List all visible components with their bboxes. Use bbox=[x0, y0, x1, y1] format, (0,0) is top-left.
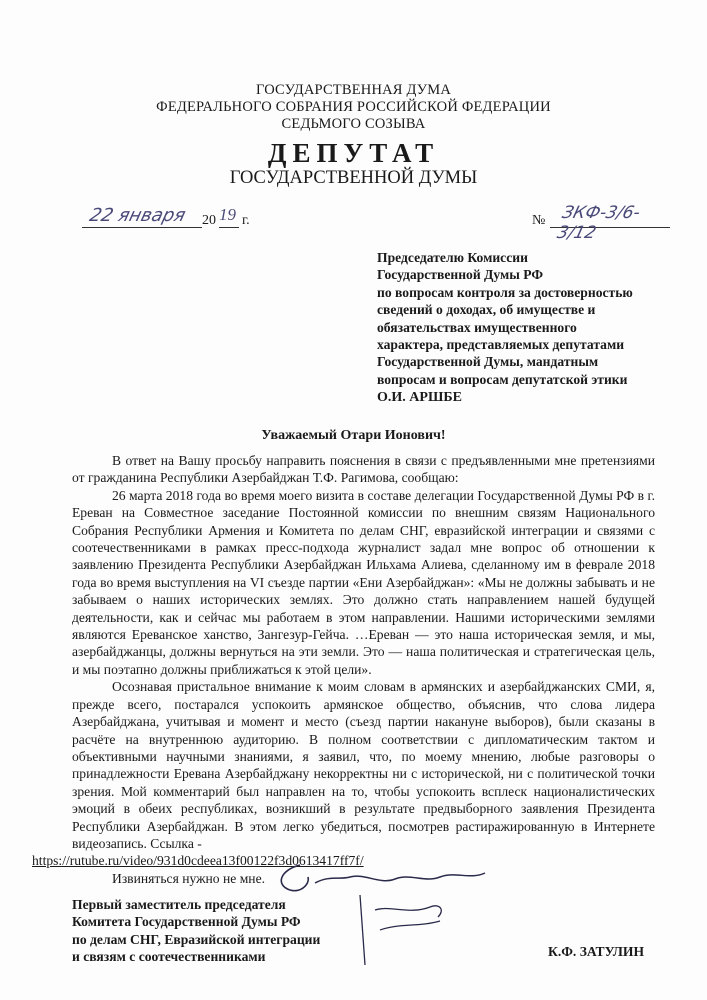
number-label: № bbox=[532, 213, 546, 228]
letter-body bbox=[32, 452, 655, 887]
date-underline bbox=[82, 227, 202, 228]
salutation: Уважаемый Отари Ионович! bbox=[261, 428, 446, 443]
addressee-name: О.И. АРШБЕ bbox=[377, 390, 462, 405]
handwritten-year: 19 bbox=[219, 205, 236, 224]
video-link[interactable]: https://rutube.ru/video/931d0cdeea13f00122f3d0613417ff7f/ bbox=[32, 853, 364, 869]
signature-title-line: Комитета Государственной Думы РФ bbox=[72, 914, 301, 930]
addressee-line: Председателю Комиссии bbox=[377, 250, 528, 265]
addressee-line: характера, представляемых депутатами bbox=[377, 337, 625, 353]
letterhead bbox=[0, 82, 707, 188]
date-year-prefix: 20 bbox=[202, 213, 216, 228]
handwritten-date: 22 января bbox=[87, 205, 188, 226]
body-paragraph-1: В ответ на Вашу просьбу направить пояснения в связи с предъявленными мне претензиями от гражданина Республики Азербайджан Т.Ф. Рагимова, сообщаю: bbox=[72, 453, 655, 486]
handwritten-number: ЗКФ-3/6-3/12 bbox=[555, 203, 643, 243]
letterhead-title: ДЕПУТАТ bbox=[267, 138, 440, 168]
date-number-row bbox=[82, 203, 672, 243]
addressee-line: по вопросам контроля за достоверностью bbox=[377, 284, 633, 300]
body-paragraph-3 bbox=[32, 678, 655, 869]
addressee-line: Государственной Думы РФ bbox=[377, 267, 544, 283]
body-paragraph-2: 26 марта 2018 года во время моего визита в составе делегации Государственной Думы РФ в г. Ереван на Совместное заседание Постоянной комиссии по внешним связям Национального Собрания Республики Армения и Комитета по делам СНГ, евразийской интеграции и связями с соотечественниками в рамках пресс-подхода журналист задал мне вопрос об отношении к заявлению Президента Республики Азербайджан Ильхама Алиева, сделанному им в феврале 2018 года во время выступления на VI съезде партии «Ени Азербайджан»: «Мы не должны забывать и не забываем о наших исторических землях. Это должно стать направлением нашей будущей деятельности, как и сейчас мы работаем в этом направлении. Нашими историческими землями являются Ереванское ханство, Зангезур-Гейча. …Ереван — это наша историческая земля, и мы, азербайджанцы, должны вернуться на эти земли. Это — наша политическая и стратегическая цель, и мы поэтапно должны приближаться к этой цели». bbox=[72, 487, 655, 677]
addressee-line: вопросам и вопросам депутатской этики bbox=[377, 371, 628, 387]
signer-name: К.Ф. ЗАТУЛИН bbox=[548, 944, 645, 959]
addressee-line: сведений о доходах, об имуществе и bbox=[377, 302, 596, 318]
addressee-line: обязательствах имущественного bbox=[377, 319, 577, 335]
body-paragraph-4: Извиняться нужно не мне. bbox=[112, 870, 266, 886]
letterhead-line-3: СЕДЬМОГО СОЗЫВА bbox=[281, 116, 426, 132]
signature-title-line: Первый заместитель председателя bbox=[72, 897, 286, 912]
addressee-line: Государственной Думы, мандатным bbox=[377, 354, 599, 370]
letterhead-line-2: ФЕДЕРАЛЬНОГО СОБРАНИЯ РОССИЙСКОЙ ФЕДЕРАЦИИ bbox=[156, 99, 551, 115]
signature-block bbox=[72, 896, 372, 966]
signature-title-line: по делам СНГ, Евразийской интеграции bbox=[72, 931, 321, 947]
signature-title-line: и связям с соотечественниками bbox=[72, 949, 266, 965]
letterhead-line-1: ГОСУДАРСТВЕННАЯ ДУМА bbox=[255, 82, 452, 98]
letterhead-subtitle: ГОСУДАРСТВЕННОЙ ДУМЫ bbox=[229, 168, 478, 188]
date-year-suffix: г. bbox=[242, 213, 250, 228]
addressee-block bbox=[377, 249, 677, 388]
body-paragraph-3-text: Осознавая пристальное внимание к моим словам в армянских и азербайджанских СМИ, я, прежде всего, постарался успокоить армянское общество, объяснив, что слова лидера Азербайджана, учитывая и момент и место (съезд партии накануне выборов), были сказаны в расчёте на внутреннюю аудиторию. В полном соответствии с дипломатическим тактом и объективными научными знаниями, я заявил, что, по моему мнению, любые разговоры о принадлежности Еревана Азербайджану некорректны ни с исторической, ни с политической точки зрения. Мой комментарий был направлен на то, чтобы успокоить всплеск националистических эмоций в обеих республиках, возникший в результате предвыборного заявления Президента Республики Азербайджан. В этом легко убедиться, посмотрев растиражированную в Интернете видеозапись. Ссылка - bbox=[72, 679, 655, 851]
date-year-underline bbox=[219, 227, 239, 228]
